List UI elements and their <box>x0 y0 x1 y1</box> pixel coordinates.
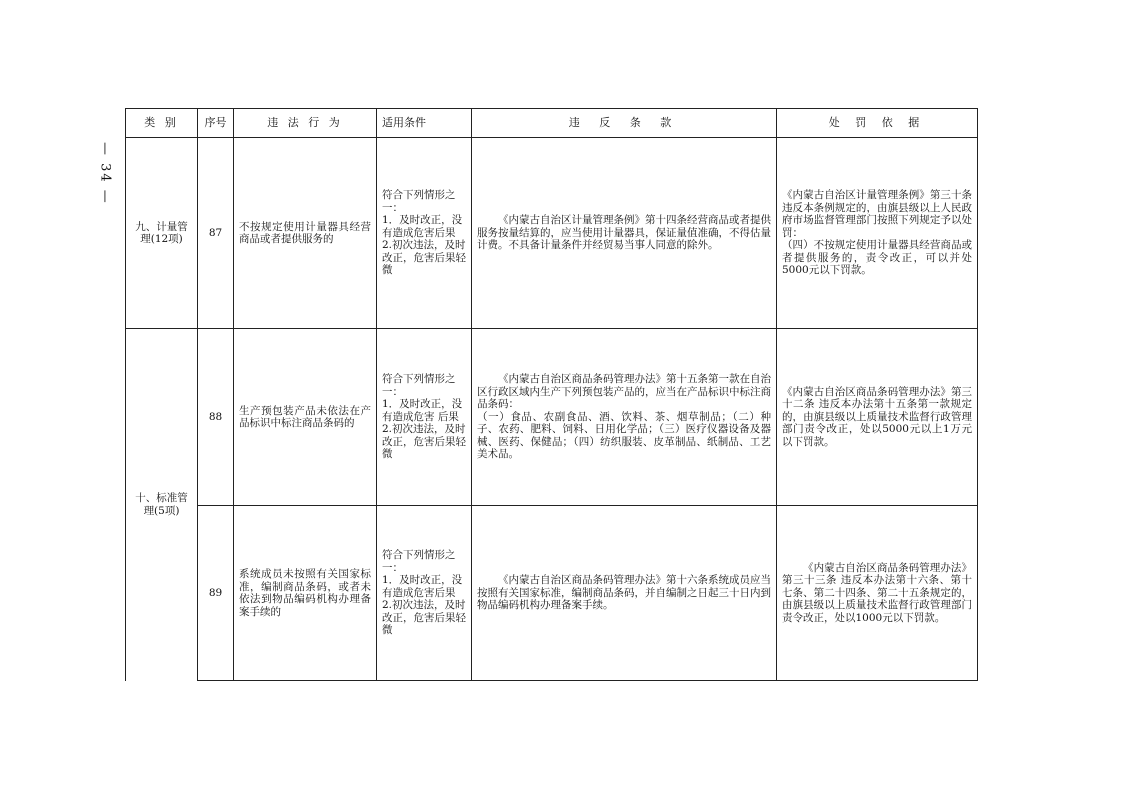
table-row <box>126 329 978 506</box>
category-metrology: 九、计量管理(12项) <box>126 138 198 329</box>
row-clause: 《内蒙古自治区商品条码管理办法》第十六条系统成员应当按照有关国家标准，编制商品条码，并自编制之日起三十日内到物品编码机构办理备案手续。 <box>472 506 777 681</box>
header-act: 违 法 行 为 <box>234 109 377 138</box>
header-basis: 处 罚 依 据 <box>777 109 978 138</box>
row-seq: 87 <box>198 138 234 329</box>
row-basis: 《内蒙古自治区计量管理条例》第三十条违反本条例规定的，由旗县级以上人民政府市场监督管理部门按照下列规定予以处罚： （四）不按规定使用计量器具经营商品或者提供服务的，责令改正，可以并处5000元以下罚款。 <box>777 138 978 329</box>
header-clause: 违 反 条 款 <box>472 109 777 138</box>
row-basis: 《内蒙古自治区商品条码管理办法》第三十三条 违反本办法第十六条、第十七条、第二十四条、第二十五条规定的，由旗县级以上质量技术监督行政管理部门责令改正，处以1000元以下罚款。 <box>777 506 978 681</box>
penalty-table <box>125 108 978 681</box>
row-seq: 88 <box>198 329 234 506</box>
row-condition: 符合下列情形之一： 1．及时改正，没有造成危害 后果 2.初次违法，及时改正，危害后果轻微 <box>377 329 472 506</box>
table-row <box>126 138 978 329</box>
page-number: — 34 — <box>97 141 113 205</box>
row-clause: 《内蒙古自治区计量管理条例》第十四条经营商品或者提供服务按量结算的，应当使用计量器具，保证量值准确，不得估量计费。不具备计量条件并经贸易当事人同意的除外。 <box>472 138 777 329</box>
row-seq: 89 <box>198 506 234 681</box>
header-condition: 适用条件 <box>377 109 472 138</box>
row-clause: 《内蒙古自治区商品条码管理办法》第十五条第一款在自治区行政区域内生产下列预包装产品的，应当在产品标识中标注商品条码： （一）食品、农副食品、酒、饮料、茶、烟草制品；（二）种子、农药、肥料、饲料、日用化学品；（三）医疗仪器设备及器械、医药、保健品；（四）纺织服装、皮革制品、纸制品、工艺美术品。 <box>472 329 777 506</box>
row-act: 生产预包装产品未依法在产品标识中标注商品条码的 <box>234 329 377 506</box>
header-row <box>126 109 978 138</box>
row-condition: 符合下列情形之一： 1．及时改正，没有造成危害后果 2.初次违法，及时改正，危害后果轻微 <box>377 506 472 681</box>
category-standards: 十、标准管理(5项) <box>126 329 198 681</box>
row-act: 系统成员未按照有关国家标准，编制商品条码，或者未依法到物品编码机构办理备案手续的 <box>234 506 377 681</box>
row-condition: 符合下列情形之一： 1．及时改正，没有造成危害后果 2.初次违法，及时改正，危害后果轻微 <box>377 138 472 329</box>
table-row <box>126 506 978 681</box>
row-act: 不按规定使用计量器具经营商品或者提供服务的 <box>234 138 377 329</box>
row-basis: 《内蒙古自治区商品条码管理办法》第三十二条 违反本办法第十五条第一款规定的，由旗县级以上质量技术监督行政管理部门责令改正，处以5000元以上1万元以下罚款。 <box>777 329 978 506</box>
header-seq: 序号 <box>198 109 234 138</box>
header-category: 类 别 <box>126 109 198 138</box>
